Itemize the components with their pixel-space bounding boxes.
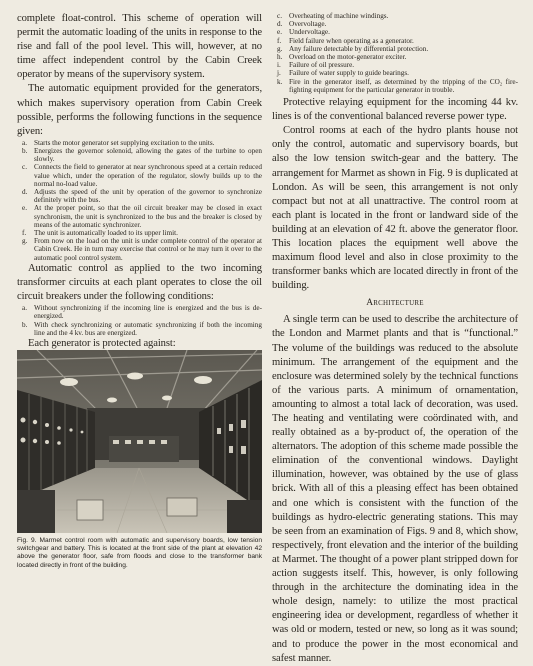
paragraph-transformer-control: Automatic control as applied to the two incoming transformer circuits at each plant operates to close the oil circuit breakers under the following conditions:: [17, 262, 262, 303]
list-item-text: With check synchronizing or automatic synchronizing if both the incoming line and the 4 kv. bus are energized.: [34, 320, 262, 337]
left-column: [17, 12, 262, 367]
list-item-text: Overheating of machine windings.: [289, 12, 389, 20]
paragraph-automatic-equipment: The automatic equipment provided for the generators, which makes supervisory operation from Cabin Creek possible, performs the following functions in the sequence given:: [17, 83, 262, 137]
list-item: [277, 61, 518, 69]
control-room-photo: [17, 350, 262, 533]
generator-functions-list: [17, 139, 262, 262]
figure-caption: Fig. 9. Marmet control room with automatic and supervisory boards, low tension switchgear and battery. This is located at the front side of the plant at elevation 42 above the generator floor, safe from floods and close to the transformer bank located directly in front of the building.: [17, 537, 262, 569]
list-item-text: Failure of water supply to guide bearings.: [289, 69, 409, 78]
list-item-text: Field failure when operating as a generator.: [289, 36, 414, 45]
list-item-marker: f.: [22, 229, 27, 238]
list-item: [277, 78, 518, 94]
list-item: [277, 28, 518, 36]
list-item-text: At the proper point, so that the oil circuit breaker may be closed in exact synchronism, the unit is synchronized to the bus and the breaker is closed by means of the automatic synchronizer.: [34, 204, 262, 229]
control-room-photo-image: [17, 350, 262, 533]
list-item-text: Connects the field to generator at near synchronous speed at a certain reduced value which, under the operation of the regulator, slowly builds up to the normal no-load value.: [34, 163, 262, 188]
list-item-marker: c.: [277, 12, 282, 20]
list-item-text: Fire in the generator itself, as determined by the tripping of the CO₂ fire-fighting equipment for the particular generator in trouble.: [289, 77, 518, 94]
list-item: [277, 20, 518, 28]
list-item-text: Undervoltage.: [289, 28, 330, 37]
breaker-conditions-list: [17, 304, 262, 337]
list-item: [22, 188, 262, 204]
list-item-text: Energizes the governor solenoid, allowing the gates of the turbine to open slowly.: [34, 147, 262, 164]
list-item-text: Failure of oil pressure.: [289, 61, 355, 70]
list-item: [277, 45, 518, 53]
list-item-text: Overload on the motor-generator exciter.: [289, 53, 407, 62]
list-item: [22, 204, 262, 229]
list-item-marker: c.: [22, 163, 27, 172]
list-item: [22, 321, 262, 337]
list-item: [22, 163, 262, 188]
list-item: [22, 139, 262, 147]
list-item-marker: d.: [22, 188, 28, 197]
list-item-marker: e.: [22, 204, 27, 213]
list-item-text: Without synchronizing if the incoming line is energized and the bus is de-energized.: [34, 304, 262, 321]
list-item-marker: b.: [22, 147, 28, 156]
list-item-text: The unit is automatically loaded to its upper limit.: [34, 229, 178, 238]
list-item-marker: i.: [277, 61, 281, 70]
list-item-marker: a.: [22, 138, 27, 147]
list-item-marker: a.: [22, 304, 27, 313]
list-item: [277, 53, 518, 61]
section-heading-architecture: Architecture: [366, 298, 424, 309]
list-item-marker: j.: [277, 69, 281, 78]
paragraph-architecture: A single term can be used to describe the architecture of the London and Marmet plants and that is “functional.” The volume of the buildings was reduced to the absolute minimum. The arrangement of the equipment and the enclosure was determined solely by the technical functions of the various parts. A minimum of ornamentation, amounting to almost a total lack of decoration, was used. The heating and ventilating were coördinated with, and really obtained as a by-product of, the operation of the alternators. The adoption of this scheme made possible the elimination of the conventional windows. Daylight illumination, however, was obtained by the use of glass brick. With all of this a pleasing effect has been obtained and one which is consistent with the function of the buildings as hydro-electric generating stations. This may be seen from an examination of Figs. 9 and 8, which show, respectively, front elevation and the interior of the building at Marmet. The thought of a power plant stripped down for action suggests itself. This, however, is only following through in the architecture the dominating idea in the whole design, namely: to utilize the most practical engineering idea or development, regardless of whether it was old or modern, tested or new, so long as it was sound; and to produce the power in the most economical and safest manner.: [272, 314, 518, 664]
list-item-marker: g.: [22, 237, 28, 246]
list-item-text: Overvoltage.: [289, 20, 327, 29]
list-item-marker: k.: [277, 77, 283, 86]
list-item: [22, 237, 262, 262]
list-item: [22, 229, 262, 237]
list-item-text: Adjusts the speed of the unit by operation of the governor to synchronize definitely with the bus.: [34, 188, 262, 205]
protection-list-part2: [272, 12, 518, 94]
right-column: [272, 12, 518, 666]
list-item: [277, 12, 518, 20]
list-item-marker: b.: [22, 320, 28, 329]
list-item-text: Starts the motor generator set supplying excitation to the units.: [34, 138, 215, 147]
list-item-marker: d.: [277, 20, 283, 29]
list-item-marker: f.: [277, 36, 282, 45]
list-item: [22, 304, 262, 320]
list-item-marker: h.: [277, 53, 283, 62]
paragraph-relaying: Protective relaying equipment for the incoming 44 kv. lines is of the conventional balanced reverse power type.: [272, 97, 518, 123]
list-item-text: Any failure detectable by differential protection.: [289, 44, 429, 53]
list-item: [22, 147, 262, 163]
paragraph-float-control: complete float-control. This scheme of operation will permit the automatic loading of the units in response to the rise and fall of the pool level. This will, however, at no time affect independent control by the Cabin Creek operator by means of the supervisory system.: [17, 13, 262, 81]
list-item-marker: g.: [277, 44, 283, 53]
paragraph-protection: Each generator is protected against:: [28, 337, 176, 349]
list-item: [277, 37, 518, 45]
list-item-marker: e.: [277, 28, 282, 37]
paragraph-control-rooms: Control rooms at each of the hydro plants house not only the control, automatic and supervisory boards, but also the low tension switch-gear and the battery. The arrangement for Marmet as shown in Fig. 9 is duplicated at London. As will be seen, this arrangement is not only compact but not at all unattractive. The control room at each plant is located in the front or landward side of the building at an elevation of 42 ft. above the generator floor. This location places the equipment well above the maximum flood level and also in close proximity to the transformer banks which are located directly in front of the building.: [272, 125, 518, 292]
list-item: [277, 69, 518, 77]
list-item-text: From now on the load on the unit is under complete control of the operator at Cabin Creek. He in turn may exercise that control or he may turn it over to the automatic pool control system.: [34, 237, 262, 262]
